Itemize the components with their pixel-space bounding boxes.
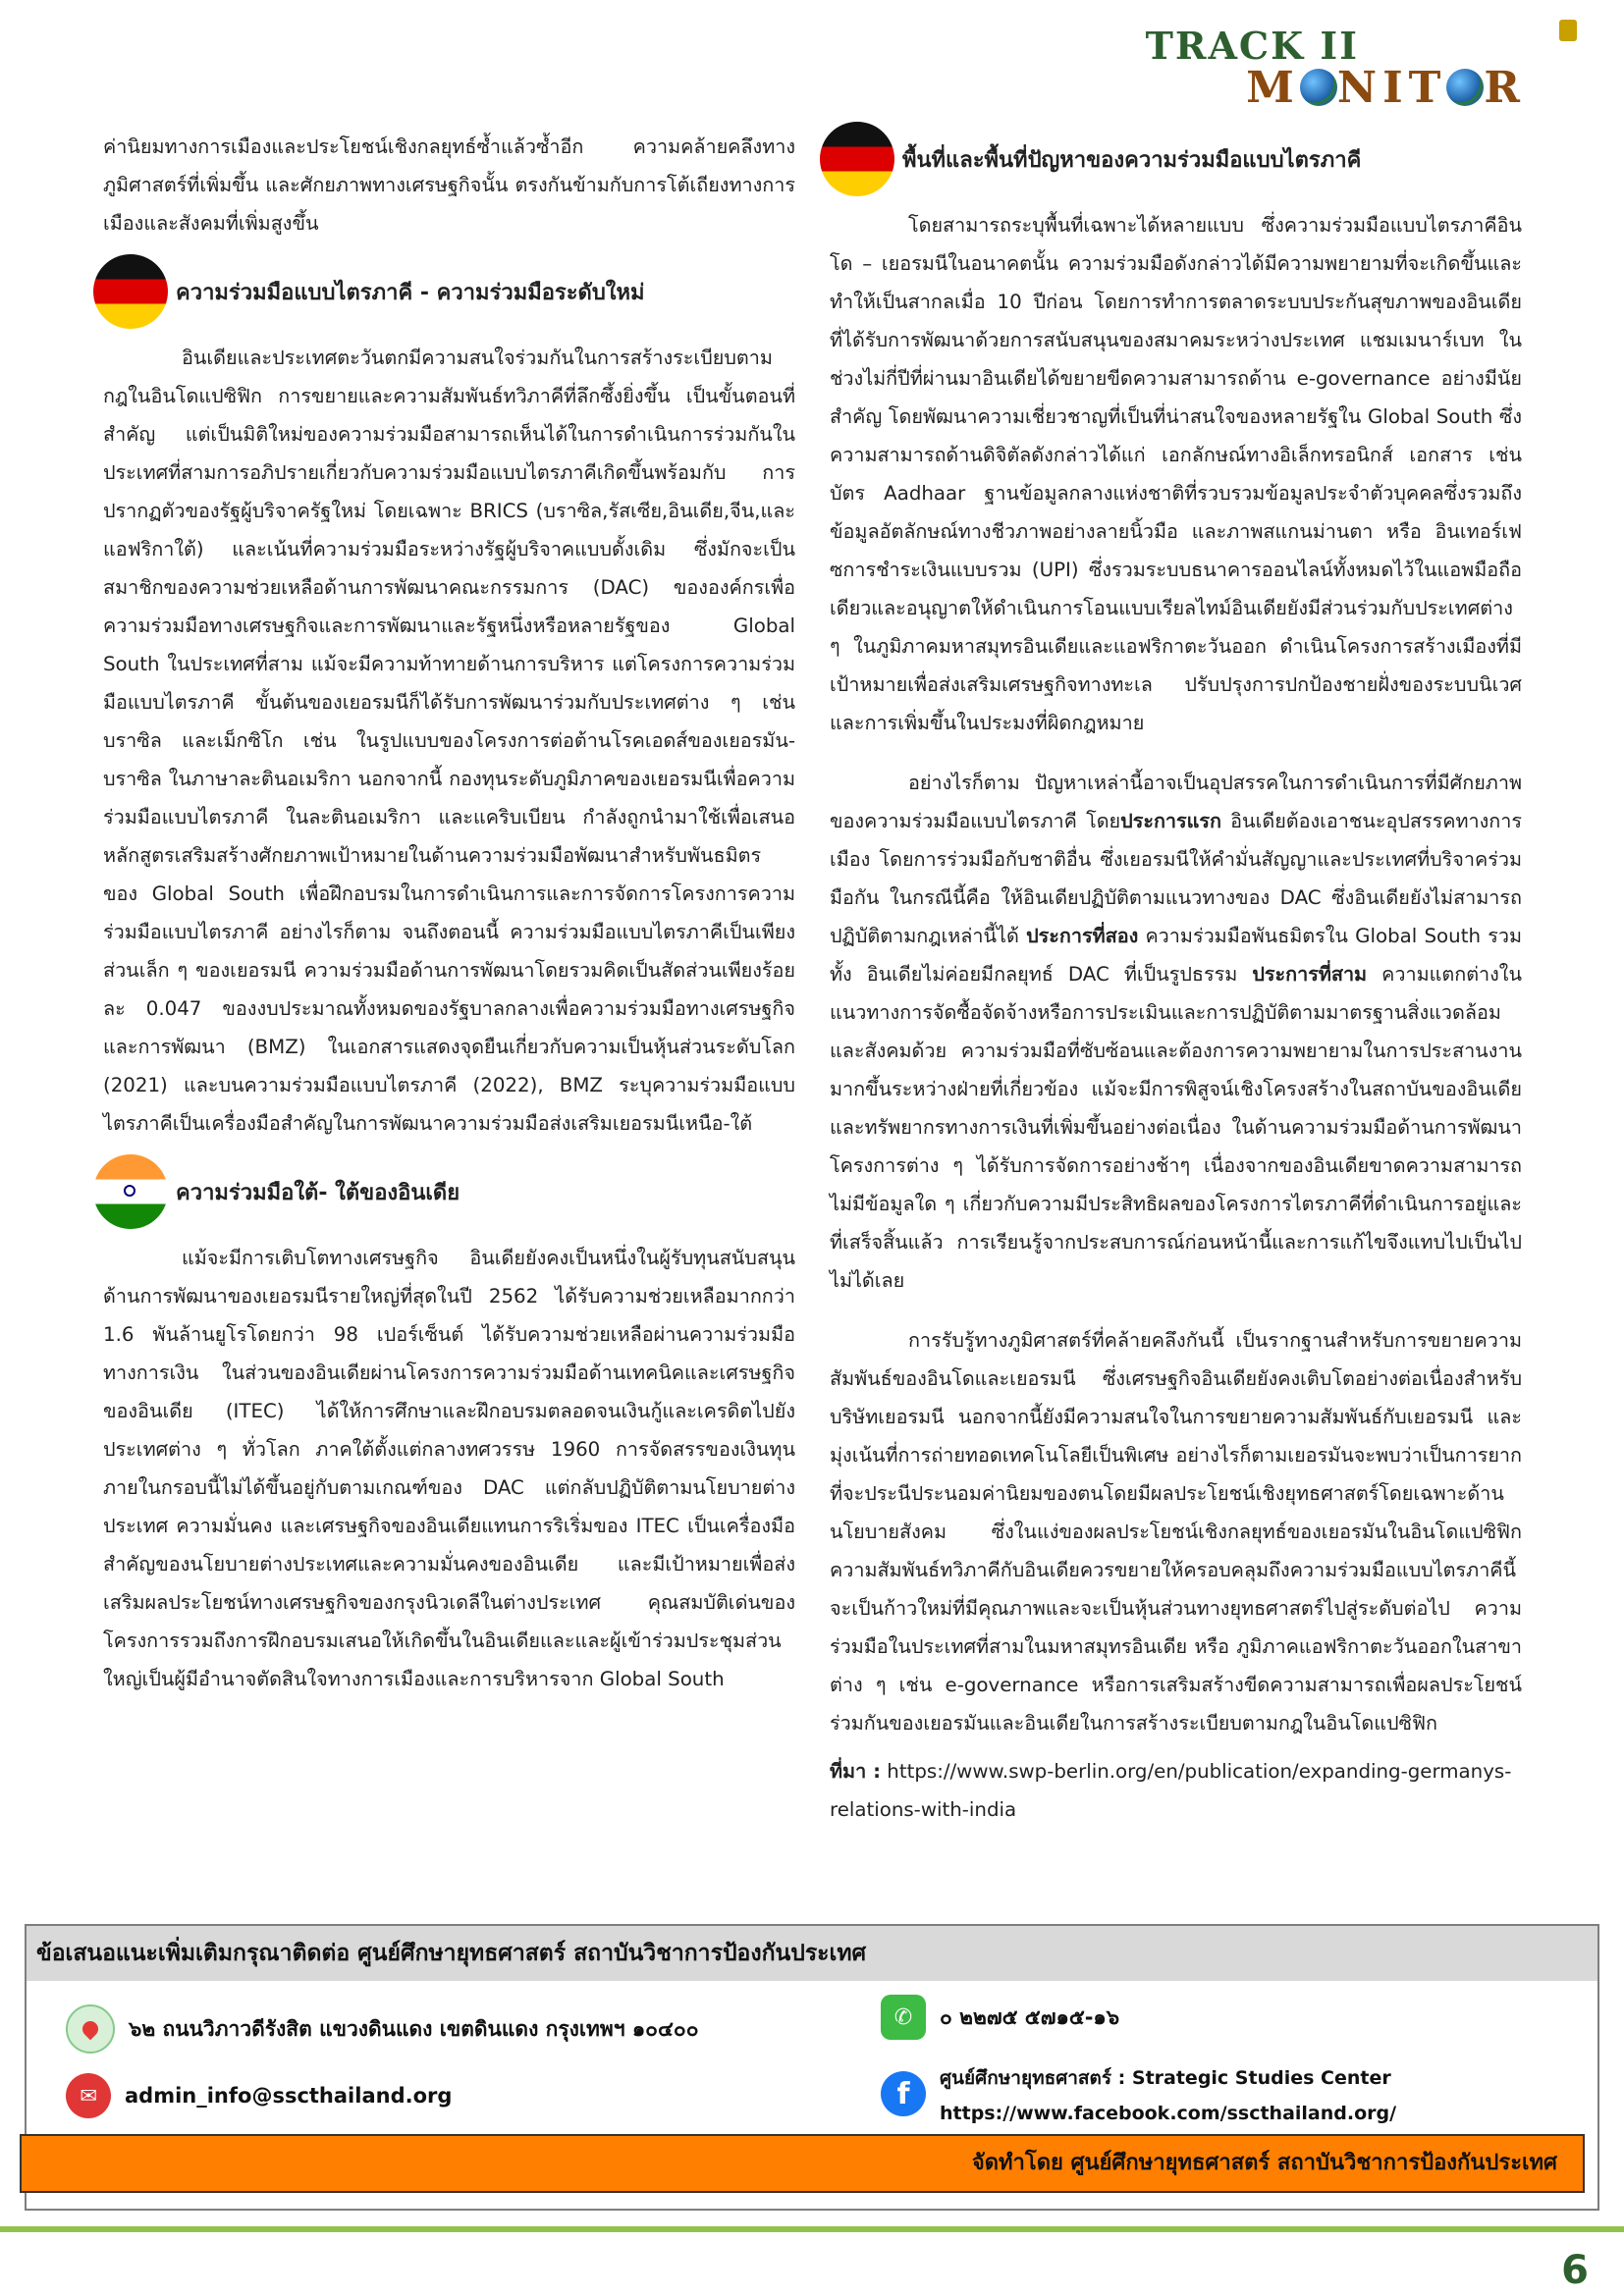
section-body: แม้จะมีการเติบโตทางเศรษฐกิจ อินเดียยังคงเป็นหนึ่งในผู้รับทุนสนับสนุนด้านการพัฒนาของเยอรมนีรายใหญ่ที่สุดในปี 2562 ได้รับความช่วยเหลือมากกว่า 1.6 พันล้านยูโรโดยกว่า 98 เปอร์เซ็นต์ ได้รับความช่วยเหลือผ่านความร่วมมือทางการเงิน ในส่วนของอินเดียผ่านโครงการความร่วมมือด้านเทคนิคและเศรษฐกิจของอินเดีย (ITEC) ได้ให้การศึกษาและฝึกอบรมตลอดจนเงินกู้และเครดิตไปยังประเทศต่าง ๆ ทั่วโลก ภาคใต้ตั้งแต่กลางทศวรรษ 1960 การจัดสรรของเงินทุนภายในกรอบนี้ไม่ได้ขึ้นอยู่กับตามเกณฑ์ของ DAC แต่กลับปฏิบัติตามนโยบายต่างประเทศ ความมั่นคง และเศรษฐกิจของอินเดียแทนการริเริ่มของ ITEC เป็นเครื่องมือสำคัญของนโยบายต่างประเทศและความมั่นคงของอินเดีย และมีเป้าหมายเพื่อส่งเสริมผลประโยชน์ทางเศรษฐกิจของกรุงนิวเดลีในต่างประเทศ คุณสมบัติเด่นของโครงการรวมถึงการฝึกอบรมเสนอให้เกิดขึ้นในอินเดียและและผู้เข้าร่วมประชุมส่วนใหญ่เป็นผู้มีอำนาจตัดสินใจทางการเมืองและการบริหารจาก Global South: [103, 1247, 795, 1690]
footer-divider: [0, 2226, 1624, 2232]
facebook-item: [881, 2063, 1396, 2124]
section-heading-trilateral: [93, 250, 795, 333]
phone-icon: ✆: [881, 1995, 926, 2040]
produced-by-banner: จัดทำโดย ศูนย์ศึกษายุทธศาสตร์ สถาบันวิชาการป้องกันประเทศ: [20, 2134, 1585, 2193]
map-pin-icon: [66, 2004, 115, 2054]
facebook-icon: f: [881, 2071, 926, 2116]
email-link[interactable]: admin_info@sscthailand.org: [125, 2084, 453, 2108]
globe-icon: [1446, 69, 1484, 106]
brand-track-title: TRACK II: [1145, 24, 1359, 68]
left-column: [103, 128, 795, 1698]
institute-emblem-icon: [1559, 20, 1577, 41]
section-title: ความร่วมมือแบบไตรภาคี - ความร่วมมือระดับใหม่: [176, 280, 645, 305]
facebook-name: ศูนย์ศึกษายุทธศาสตร์ : Strategic Studies Center: [940, 2067, 1391, 2089]
address-text: ๖๒ ถนนวิภาวดีรังสิต แขวงดินแดง เขตดินแดง กรุงเทพฯ ๑๐๔๐๐: [129, 2016, 699, 2041]
brand-monitor-title: M NIT R: [1246, 63, 1526, 113]
germany-flag-icon: [93, 254, 168, 329]
emphasis: ประการแรก: [1120, 810, 1222, 832]
germany-flag-icon: [820, 122, 894, 196]
facebook-link[interactable]: https://www.facebook.com/sscthailand.org/: [940, 2103, 1397, 2124]
intro-paragraph: ค่านิยมทางการเมืองและประโยชน์เชิงกลยุทธ์ซ้ำแล้วซ้ำอีก ความคล้ายคลึงทางภูมิศาสตร์ที่เพิ่มขึ้น และศักยภาพทางเศรษฐกิจนั้น ตรงกันข้ามกับการโต้เถียงทางการเมืองและสังคมที่เพิ่มสูงขึ้น: [103, 135, 795, 235]
page-number: 6: [1561, 2248, 1589, 2293]
section-body: การรับรู้ทางภูมิศาสตร์ที่คล้ายคลึงกันนี้ เป็นรากฐานสำหรับการขยายความสัมพันธ์ของอินโดและเยอรมนี ซึ่งเศรษฐกิจอินเดียยังคงเติบโตอย่างต่อเนื่องสำหรับบริษัทเยอรมนี นอกจากนี้ยังมีความสนใจในการขยายความสัมพันธ์กับเยอรมนี และมุ่งเน้นที่การถ่ายทอดเทคโนโลยีเป็นพิเศษ อย่างไรก็ตามเยอรมันจะพบว่าเป็นการยากที่จะประนีประนอมค่านิยมของตนโดยมีผลประโยชน์เชิงยุทธศาสตร์โดยเฉพาะด้านนโยบายสังคม ซึ่งในแง่ของผลประโยชน์เชิงกลยุทธ์ของเยอรมันในอินโดแปซิฟิก ความสัมพันธ์ทวิภาคีกับอินเดียควรขยายให้ครอบคลุมถึงความร่วมมือแบบไตรภาคีนี้จะเป็นก้าวใหม่ที่มีคุณภาพและจะเป็นหุ้นส่วนทางยุทธศาสตร์ไปสู่ระดับต่อไป ความร่วมมือในประเทศที่สามในมหาสมุทรอินเดีย หรือ ภูมิภาคแอฟริกาตะวันออกในสาขาต่าง ๆ เช่น e-governance หรือการเสริมสร้างขีดความสามารถเพื่อผลประโยชน์ร่วมกันของเยอรมันและอินเดียในการสร้างระเบียบตามกฎในอินโดแปซิฟิก: [830, 1329, 1522, 1735]
contact-header: ข้อเสนอแนะเพิ่มเติมกรุณาติดต่อ ศูนย์ศึกษายุทธศาสตร์ สถาบันวิชาการป้องกันประเทศ: [27, 1926, 1597, 1981]
mail-icon: ✉: [66, 2073, 111, 2118]
source-citation: [830, 1752, 1522, 1829]
section-title: ความร่วมมือใต้- ใต้ของอินเดีย: [176, 1180, 460, 1205]
section-heading-south-south: [93, 1150, 795, 1233]
section-body: อินเดียและประเทศตะวันตกมีความสนใจร่วมกันในการสร้างระเบียบตามกฎในอินโดแปซิฟิก การขยายและความสัมพันธ์ทวิภาคีที่ลึกซึ้งยิ่งขึ้น เป็นขั้นตอนที่สำคัญ แต่เป็นมิติใหม่ของความร่วมมือสามารถเห็นได้ในการดำเนินการร่วมกันในประเทศที่สามการอภิปรายเกี่ยวกับความร่วมมือแบบไตรภาคีเกิดขึ้นพร้อมกับ การปรากฏตัวของรัฐผู้บริจาครัฐใหม่ โดยเฉพาะ BRICS (บราซิล,รัสเซีย,อินเดีย,จีน,และแอฟริกาใต้) และเน้นที่ความร่วมมือระหว่างรัฐผู้บริจาคแบบดั้งเดิม ซึ่งมักจะเป็นสมาชิกของความช่วยเหลือด้านการพัฒนาคณะกรรมการ (DAC) ขององค์กรเพื่อความร่วมมือทางเศรษฐกิจและการพัฒนาและรัฐหนึ่งหรือหลายรัฐของ Global South ในประเทศที่สาม แม้จะมีความท้าทายด้านการบริหาร แต่โครงการความร่วมมือแบบไตรภาคี ขั้นต้นของเยอรมนีก็ได้รับการพัฒนาร่วมกับประเทศต่าง ๆ เช่น บราซิล และเม็กซิโก เช่น ในรูปแบบของโครงการต่อต้านโรคเอดส์ของเยอรมัน-บราซิล ในภาษาละตินอเมริกา นอกจากนี้ กองทุนระดับภูมิภาคของเยอรมนีเพื่อความร่วมมือแบบไตรภาคี ในละตินอเมริกา และแคริบเบียน กำลังถูกนำมาใช้เพื่อเสนอหลักสูตรเสริมสร้างศักยภาพเป้าหมายในด้านความร่วมมือพัฒนาสำหรับพันธมิตรของ Global South เพื่อฝึกอบรมในการดำเนินการและการจัดการโครงการความร่วมมือแบบไตรภาคี อย่างไรก็ตาม จนถึงตอนนี้ ความร่วมมือแบบไตรภาคีเป็นเพียงส่วนเล็ก ๆ ของเยอรมนี ความร่วมมือด้านการพัฒนาโดยรวมคิดเป็นสัดส่วนเพียงร้อยละ 0.047 ของงบประมาณทั้งหมดของรัฐบาลกลางเพื่อความร่วมมือทางเศรษฐกิจและการพัฒนา (BMZ) ในเอกสารแสดงจุดยืนเกี่ยวกับความเป็นหุ้นส่วนระดับโลก (2021) และบนความร่วมมือแบบไตรภาคี (2022), BMZ ระบุความร่วมมือแบบไตรภาคีเป็นเครื่องมือสำคัญในการพัฒนาความร่วมมือส่งเสริมเยอรมนีเหนือ-ใต้: [103, 347, 795, 1135]
phone-item: [881, 1995, 1119, 2040]
section-title: พื้นที่และพื้นที่ปัญหาของความร่วมมือแบบไตรภาคี: [902, 147, 1362, 173]
right-column: [830, 128, 1522, 1829]
india-flag-icon: [93, 1154, 168, 1229]
globe-icon: [1300, 69, 1337, 106]
emphasis: ประการที่สอง: [1026, 925, 1139, 947]
email-item: [66, 2073, 452, 2118]
masthead-logo: [1123, 20, 1555, 113]
address-item: [66, 2004, 699, 2054]
emphasis: ประการที่สาม: [1252, 963, 1368, 986]
section-body: โดยสามารถระบุพื้นที่เฉพาะได้หลายแบบ ซึ่งความร่วมมือแบบไตรภาคีอินโด – เยอรมนีในอนาคตนั้น ความร่วมมือดังกล่าวได้มีความพยายามที่จะเกิดขึ้นและทำให้เป็นสากลเมื่อ 10 ปีก่อน โดยการทำการตลาดระบบประกันสุขภาพของอินเดีย ที่ได้รับการพัฒนาด้วยการสนับสนุนของสมาคมระหว่างประเทศ แชมเมนาร์เบท ในช่วงไม่กี่ปีที่ผ่านมาอินเดียได้ขยายขีดความสามารถด้าน e-governance อย่างมีนัยสำคัญ โดยพัฒนาความเชี่ยวชาญที่เป็นที่น่าสนใจของหลายรัฐใน Global South ซึ่งความสามารถด้านดิจิตัลดังกล่าวได้แก่ เอกลักษณ์ทางอิเล็กทรอนิกส์ เอกสาร เช่น บัตร Aadhaar ฐานข้อมูลกลางแห่งชาติที่รวบรวมข้อมูลประจำตัวบุคคลซึ่งรวมถึงข้อมูลอัตลักษณ์ทางชีวภาพอย่างลายนิ้วมือ และภาพสแกนม่านตา หรือ อินเทอร์เฟซการชำระเงินแบบรวม (UPI) ซึ่งรวมระบบธนาคารออนไลน์ทั้งหมดไว้ในแอพมือถือเดียวและอนุญาตให้ดำเนินการโอนแบบเรียลไทม์อินเดียยังมีส่วนร่วมกับประเทศต่าง ๆ ในภูมิภาคมหาสมุทรอินเดียและแอฟริกาตะวันออก ดำเนินโครงการสร้างเมืองที่มีเป้าหมายเพื่อส่งเสริมเศรษฐกิจทางทะเล ปรับปรุงการปกป้องชายฝั่งของระบบนิเวศและการเพิ่มขึ้นในประมงที่ผิดกฎหมาย: [830, 214, 1522, 734]
section-heading-problem-areas: [820, 118, 1522, 200]
source-label: ที่มา :: [830, 1760, 881, 1783]
source-link[interactable]: https://www.swp-berlin.org/en/publication/expanding-germanys-relations-with-india: [830, 1760, 1512, 1821]
section-body: อย่างไรก็ตาม ปัญหาเหล่านี้อาจเป็นอุปสรรคในการดำเนินการที่มีศักยภาพของความร่วมมือแบบไตรภาคี โดยประการแรก อินเดียต้องเอาชนะอุปสรรคทางการเมือง โดยการร่วมมือกับชาติอื่น ซึ่งเยอรมนีให้คำมั่นสัญญาและประเทศที่บริจาคร่วมมือกัน ในกรณีนี้คือ ให้อินเดียปฏิบัติตามแนวทางของ DAC ซึ่งอินเดียยังไม่สามารถปฏิบัติตามกฎเหล่านี้ได้ ประการที่สอง ความร่วมมือพันธมิตรใน Global South รวมทั้ง อินเดียไม่ค่อยมีกลยุทธ์ DAC ที่เป็นรูปธรรม ประการที่สาม ความแตกต่างในแนวทางการจัดซื้อจัดจ้างหรือการประเมินและการปฏิบัติตามมาตรฐานสิ่งแวดล้อม และสังคมด้วย ความร่วมมือที่ซับซ้อนและต้องการความพยายามในการประสานงานมากขึ้นระหว่างฝ่ายที่เกี่ยวข้อง แม้จะมีการพิสูจน์เชิงโครงสร้างในสถาบันของอินเดีย และทรัพยากรทางการเงินที่เพิ่มขึ้นอย่างต่อเนื่อง ในด้านความร่วมมือด้านการพัฒนาโครงการต่าง ๆ ได้รับการจัดการอย่างช้าๆ เนื่องจากของอินเดียขาดความสามารถ ไม่มีข้อมูลใด ๆ เกี่ยวกับความมีประสิทธิผลของโครงการไตรภาคีที่ดำเนินการอยู่และที่เสร็จสิ้นแล้ว การเรียนรู้จากประสบการณ์ก่อนหน้านี้และการแก้ไขจึงแทบไปเป็นไปไม่ได้เลย: [830, 772, 1522, 1292]
phone-number[interactable]: ๐ ๒๒๗๕ ๕๗๑๕-๑๖: [940, 2004, 1120, 2029]
